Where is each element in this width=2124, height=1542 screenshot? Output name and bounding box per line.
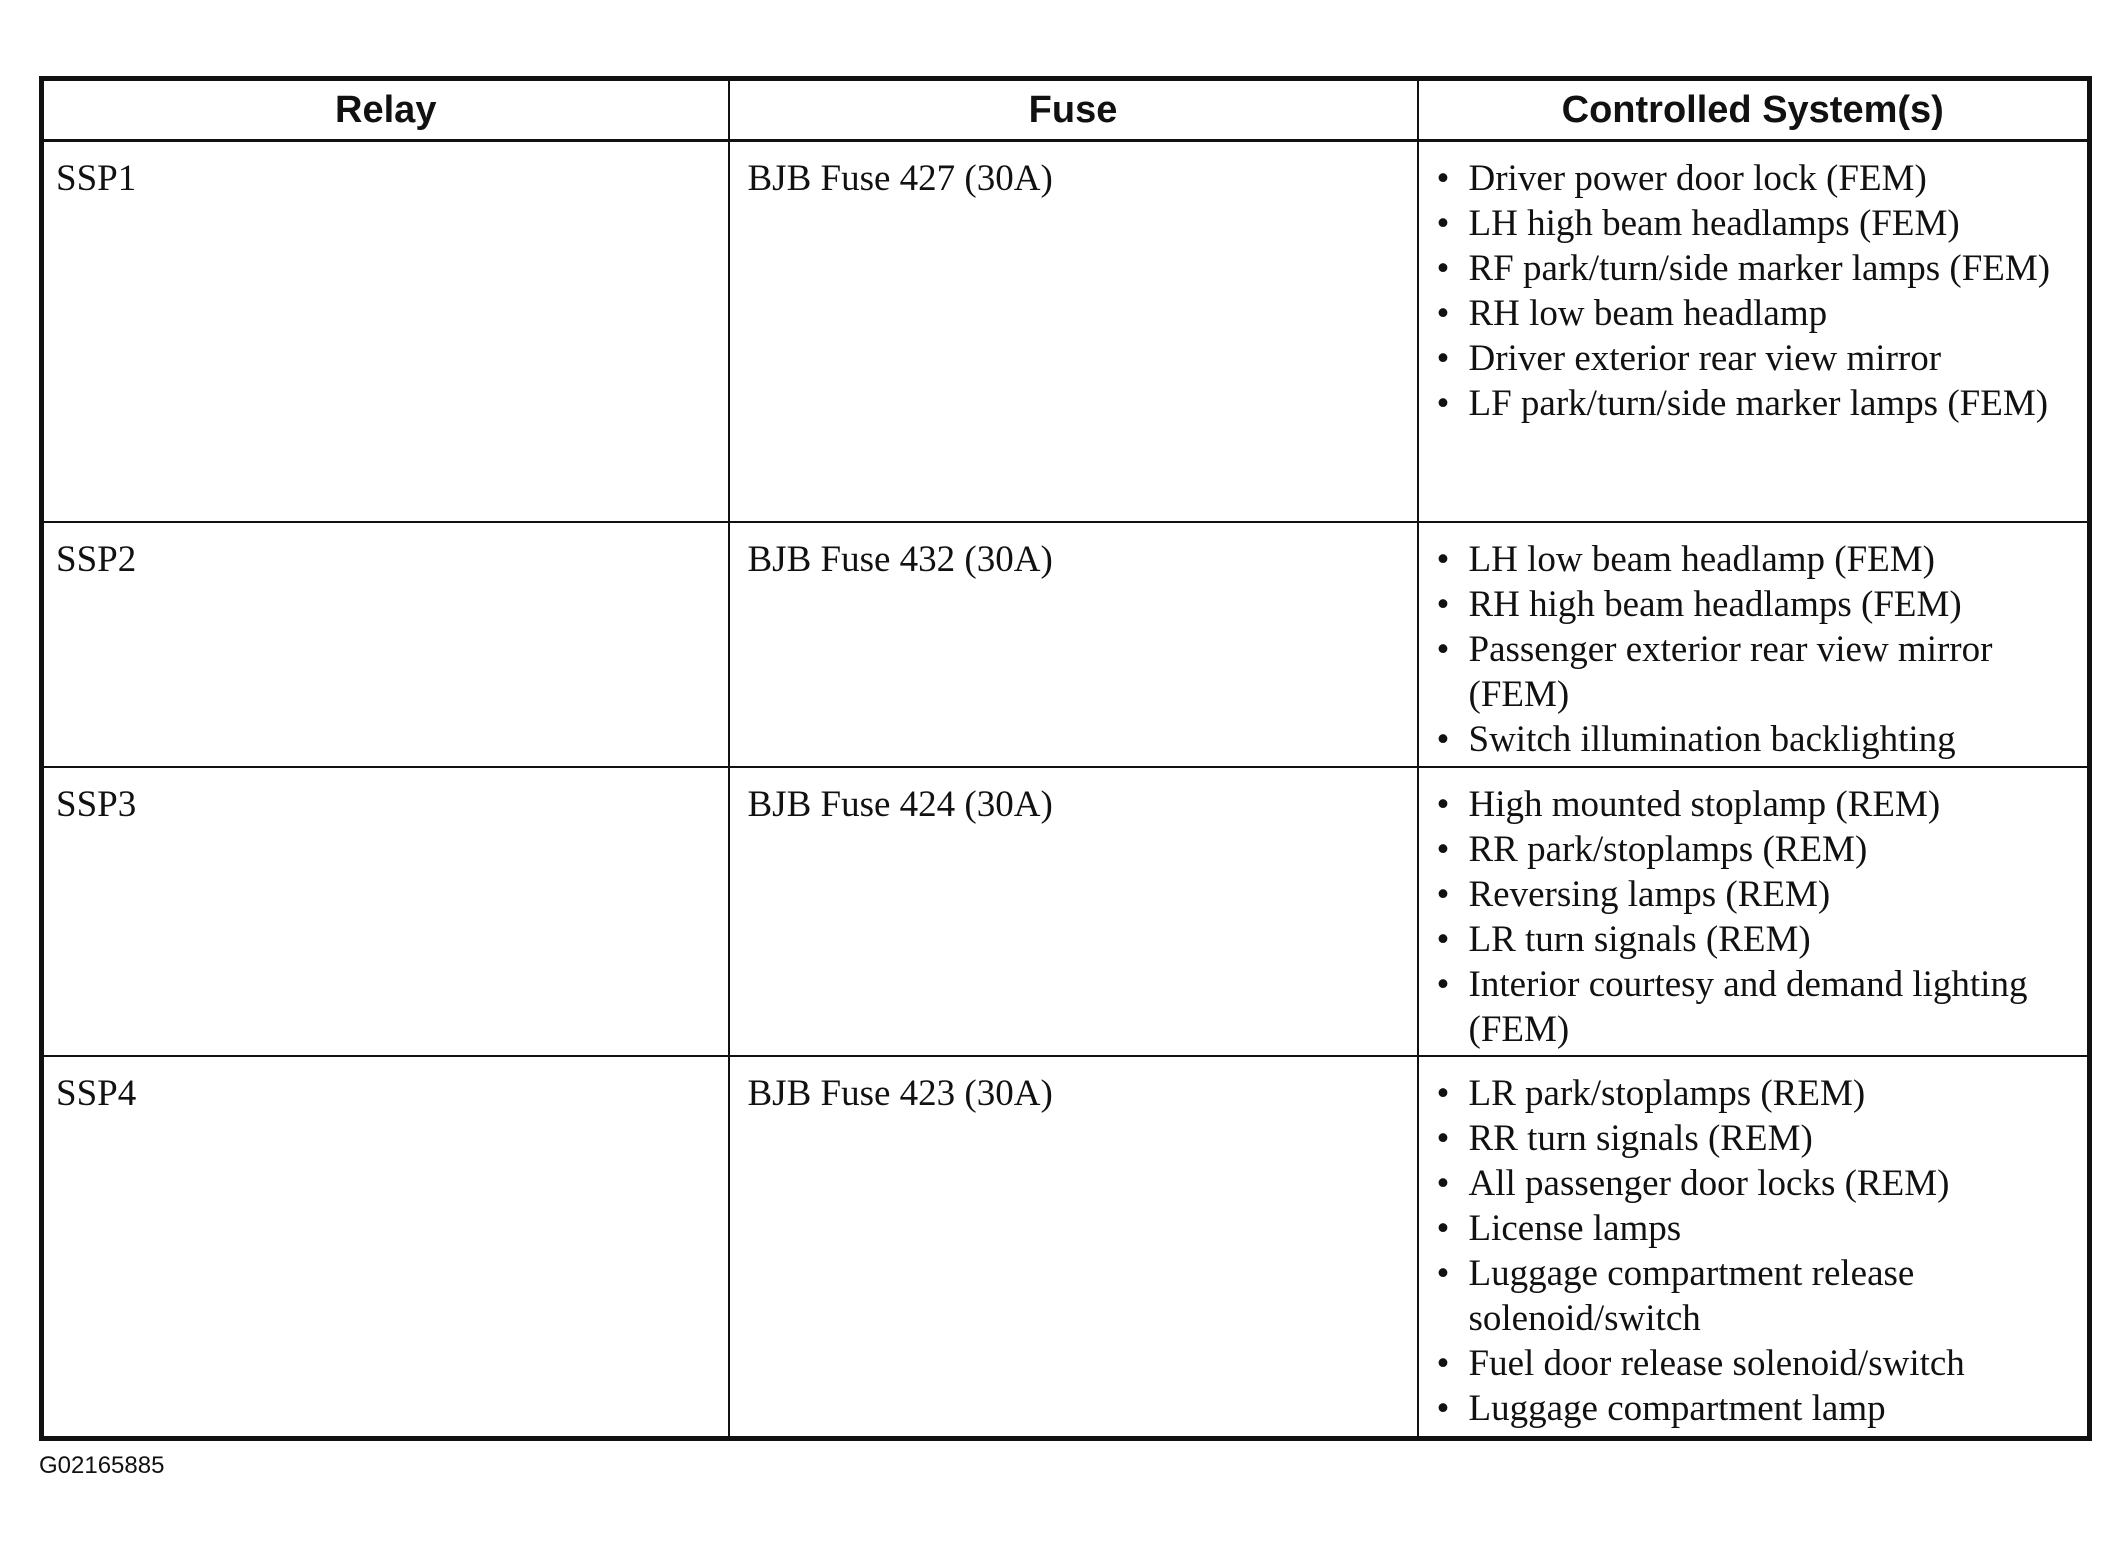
table-row (42, 141, 2090, 523)
system-item: • RR park/stoplamps (REM) (1469, 827, 2078, 872)
fuse-cell: BJB Fuse 424 (30A) (729, 767, 1418, 1056)
header-controlled-systems: Controlled System(s) (1418, 79, 2090, 141)
system-item: • RH low beam headlamp (1469, 291, 2078, 336)
system-item: • Fuel door release solenoid/switch (1469, 1341, 2078, 1386)
relay-cell: SSP4 (42, 1056, 729, 1439)
system-item: • Driver exterior rear view mirror (1469, 336, 2078, 381)
system-item: • RH high beam headlamps (FEM) (1469, 582, 2078, 627)
system-item: • RF park/turn/side marker lamps (FEM) (1469, 246, 2078, 291)
fuse-cell: BJB Fuse 423 (30A) (729, 1056, 1418, 1439)
relay-cell: SSP2 (42, 522, 729, 767)
system-item: • LH low beam headlamp (FEM) (1469, 537, 2078, 582)
header-relay: Relay (42, 79, 729, 141)
figure-id: G02165885 (39, 1452, 165, 1479)
systems-cell (1418, 767, 2090, 1056)
system-item: • All passenger door locks (REM) (1469, 1161, 2078, 1206)
relay-fuse-table (39, 76, 2092, 1441)
table-header (42, 79, 2090, 141)
systems-cell (1418, 522, 2090, 767)
system-item: • RR turn signals (REM) (1469, 1116, 2078, 1161)
table-row (42, 1056, 2090, 1439)
systems-list (1431, 537, 2078, 762)
system-item: • LF park/turn/side marker lamps (FEM) (1469, 381, 2078, 426)
table-row (42, 767, 2090, 1056)
system-item: • Reversing lamps (REM) (1469, 872, 2078, 917)
fuse-cell: BJB Fuse 427 (30A) (729, 141, 1418, 523)
header-fuse: Fuse (729, 79, 1418, 141)
fuse-cell: BJB Fuse 432 (30A) (729, 522, 1418, 767)
header-row (42, 79, 2090, 141)
system-item: • LH high beam headlamps (FEM) (1469, 201, 2078, 246)
relay-cell: SSP3 (42, 767, 729, 1056)
system-item: • LR park/stoplamps (REM) (1469, 1071, 2078, 1116)
table-body (42, 141, 2090, 1439)
relay-cell: SSP1 (42, 141, 729, 523)
systems-list (1431, 1071, 2078, 1431)
table-row (42, 522, 2090, 767)
systems-list (1431, 156, 2078, 426)
systems-cell (1418, 141, 2090, 523)
system-item: • Passenger exterior rear view mirror (FEM) (1469, 627, 2078, 717)
systems-list (1431, 782, 2078, 1052)
system-item: • Driver power door lock (FEM) (1469, 156, 2078, 201)
system-item: • Luggage compartment release solenoid/switch (1469, 1251, 2078, 1341)
system-item: • License lamps (1469, 1206, 2078, 1251)
system-item: • LR turn signals (REM) (1469, 917, 2078, 962)
system-item: • High mounted stoplamp (REM) (1469, 782, 2078, 827)
system-item: • Switch illumination backlighting (1469, 717, 2078, 762)
system-item: • Luggage compartment lamp (1469, 1386, 2078, 1431)
systems-cell (1418, 1056, 2090, 1439)
system-item: • Interior courtesy and demand lighting (FEM) (1469, 962, 2078, 1052)
